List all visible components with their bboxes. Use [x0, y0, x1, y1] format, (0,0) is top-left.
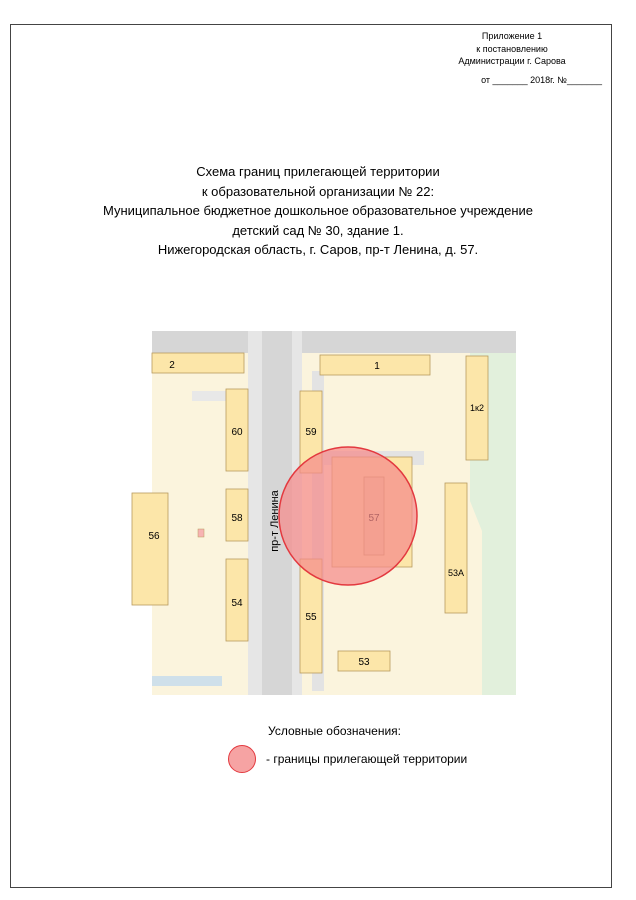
appendix-line-3: Администрации г. Сарова	[458, 56, 566, 66]
street-label: пр-т Ленина	[269, 490, 281, 552]
parking-area	[152, 676, 222, 686]
sidewalk-left	[248, 331, 262, 695]
building-55-label: 55	[305, 612, 317, 623]
building-53a-label: 53А	[447, 568, 465, 578]
building-59-label: 59	[305, 427, 317, 438]
building-58-label: 58	[231, 513, 243, 524]
appendix-date-line: от _______ 2018г. №_______	[481, 75, 602, 85]
building-1k2	[466, 356, 488, 460]
title-line-4: детский сад № 30, здание 1.	[232, 222, 404, 238]
small-structure	[198, 529, 204, 537]
legend-boundary-icon	[228, 745, 256, 773]
building-53a	[445, 483, 467, 613]
title-line-3: Муниципальное бюджетное дошкольное образовательное учреждение	[102, 203, 534, 218]
legend-item-boundary	[228, 744, 467, 774]
title-line-1: Схема границ прилегающей территории	[196, 164, 440, 179]
building-1k2-label: 1к2	[470, 403, 484, 413]
building-56	[132, 493, 168, 605]
building-53-label: 53	[358, 657, 370, 668]
building-1-label: 1	[374, 361, 380, 372]
site-map	[148, 331, 516, 695]
appendix-block	[422, 30, 602, 85]
building-1	[320, 355, 430, 375]
road-top	[152, 331, 516, 353]
legend-boundary-label: - границы прилегающей территории	[266, 752, 468, 766]
legend-title: Условные обозначения:	[268, 724, 401, 738]
building-56-label: 56	[148, 531, 160, 542]
title-line-5: Нижегородская область, г. Саров, пр-т Ленина, д. 57.	[157, 242, 479, 257]
adjacent-territory-boundary	[279, 447, 417, 585]
document-title	[0, 162, 636, 260]
building-54-label: 54	[231, 598, 243, 609]
building-60	[226, 389, 248, 471]
appendix-line-1: Приложение 1	[481, 31, 543, 41]
appendix-line-2: к постановлению	[476, 43, 548, 54]
building-53	[338, 651, 390, 671]
building-58	[226, 489, 248, 541]
building-2-label: 2	[169, 360, 175, 371]
title-line-2: к образовательной организации № 22:	[201, 183, 435, 199]
building-2	[152, 353, 244, 373]
map-svg	[148, 331, 516, 695]
building-60-label: 60	[231, 427, 243, 438]
building-54	[226, 559, 248, 641]
